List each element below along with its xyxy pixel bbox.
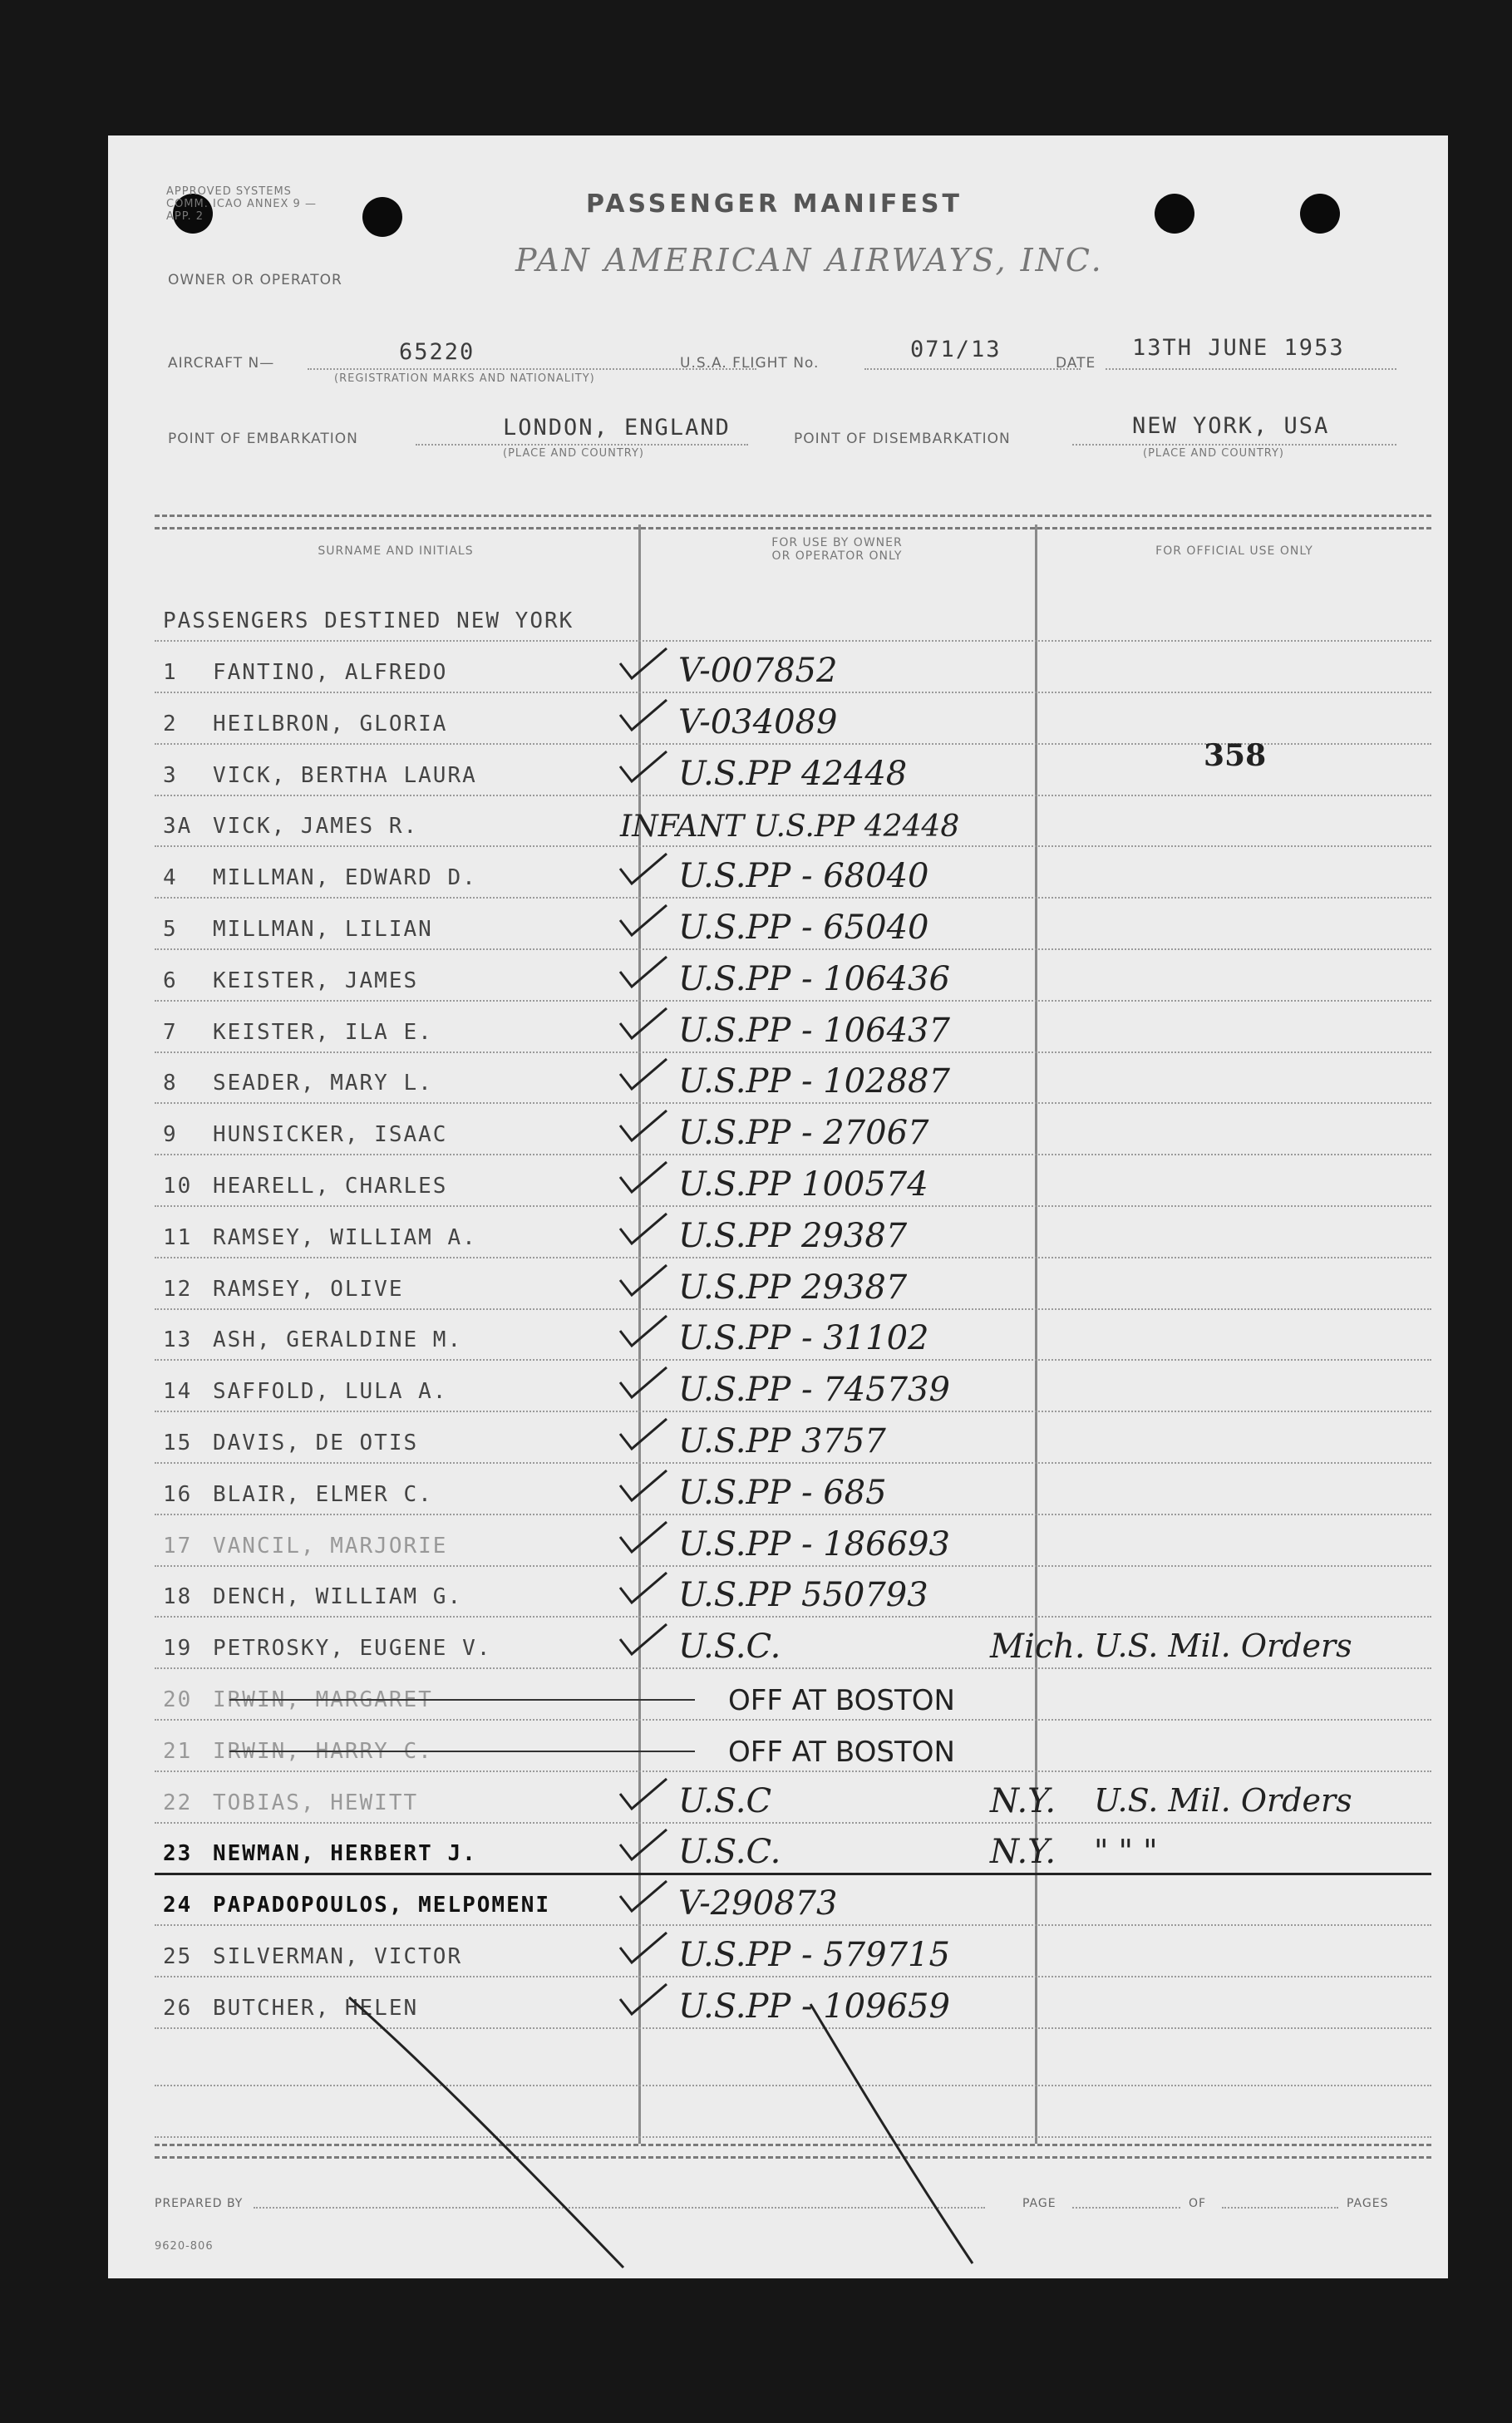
passenger-surname: RAMSEY, OLIVE [213, 1276, 404, 1302]
passenger-number: 23 [163, 1841, 193, 1867]
document-number: U.S.PP - 685 [678, 1473, 887, 1512]
passenger-surname: FANTINO, ALFREDO [213, 660, 448, 685]
document-number: U.S.PP - 31102 [678, 1319, 929, 1358]
document-number: U.S.PP - 102887 [678, 1062, 950, 1101]
document-number: U.S.PP - 106436 [678, 959, 950, 998]
passenger-number: 4 [163, 865, 178, 891]
passenger-number: 3 [163, 762, 178, 788]
passenger-surname: DENCH, WILLIAM G. [213, 1584, 463, 1610]
passenger-surname: SAFFOLD, LULA A. [213, 1379, 448, 1405]
official-note: " " " [1094, 1833, 1158, 1870]
document-number: U.S.PP - 27067 [678, 1114, 929, 1153]
owner-label: OWNER OR OPERATOR [168, 272, 342, 288]
document-number: U.S.PP - 745739 [678, 1371, 950, 1410]
passenger-number: 21 [163, 1738, 193, 1764]
document-number: U.S.PP - 109659 [678, 1987, 950, 2026]
document-number: V-290873 [678, 1884, 838, 1923]
passenger-number: 10 [163, 1174, 193, 1199]
document-number: U.S.PP - 106437 [678, 1011, 950, 1050]
passenger-number: 16 [163, 1481, 193, 1507]
disembark-note: (PLACE AND COUNTRY) [1143, 447, 1285, 460]
document-number: U.S.PP 3757 [678, 1422, 886, 1460]
passenger-surname: MILLMAN, LILIAN [213, 917, 433, 942]
date-label: DATE [1056, 355, 1096, 372]
passenger-surname: PETROSKY, EUGENE V. [213, 1636, 492, 1662]
document-state: N.Y. [990, 1833, 1056, 1872]
official-note: U.S. Mil. Orders [1094, 1628, 1352, 1665]
passenger-surname: SEADER, MARY L. [213, 1071, 433, 1096]
passenger-number: 17 [163, 1533, 193, 1559]
passenger-surname: HEARELL, CHARLES [213, 1174, 448, 1199]
document-number: INFANT U.S.PP 42448 [620, 810, 960, 845]
disembark-value: NEW YORK, USA [1132, 413, 1330, 439]
document-number: U.S.PP - 65040 [678, 909, 929, 947]
approval-note: APPROVED SYSTEMS COMM. ICAO ANNEX 9 — APP. 2 [166, 185, 317, 223]
aircraft-value: 65220 [399, 339, 475, 365]
form-code: 9620-806 [155, 2240, 214, 2253]
prepared-by-label: PREPARED BY [155, 2197, 244, 2210]
page-label: PAGE [1022, 2197, 1056, 2210]
disembark-label: POINT OF DISEMBARKATION [794, 431, 1011, 447]
passenger-number: 20 [163, 1687, 193, 1712]
passenger-surname: IRWIN, MARGARET [213, 1687, 433, 1712]
document-number: U.S.PP 100574 [678, 1165, 928, 1204]
passenger-number: 22 [163, 1790, 193, 1815]
document-number: U.S.PP - 579715 [678, 1936, 950, 1974]
document-number: U.S.PP - 186693 [678, 1524, 950, 1564]
registration-note: (REGISTRATION MARKS AND NATIONALITY) [334, 372, 595, 385]
passenger-number: 6 [163, 968, 178, 993]
passenger-surname: IRWIN, HARRY C. [213, 1738, 433, 1764]
passenger-number: 18 [163, 1584, 193, 1610]
passenger-number: 8 [163, 1071, 178, 1096]
pages-label: PAGES [1347, 2197, 1389, 2210]
passenger-number: 7 [163, 1019, 178, 1045]
passenger-surname: KEISTER, ILA E. [213, 1019, 433, 1045]
passenger-number: 15 [163, 1431, 193, 1455]
passenger-surname: RAMSEY, WILLIAM A. [213, 1224, 477, 1250]
passenger-surname: DAVIS, DE OTIS [213, 1431, 419, 1455]
document-number: OFF AT BOSTON [728, 1735, 955, 1769]
document-number: U.S.PP - 68040 [678, 857, 929, 896]
passenger-surname: BUTCHER, HELEN [213, 1995, 419, 2021]
passenger-number: 25 [163, 1944, 193, 1969]
embark-label: POINT OF EMBARKATION [168, 431, 358, 447]
passenger-number: 2 [163, 711, 178, 736]
passenger-surname: HEILBRON, GLORIA [213, 711, 448, 736]
passenger-number: 13 [163, 1327, 193, 1353]
document-number: U.S.C. [678, 1628, 781, 1667]
passenger-surname: MILLMAN, EDWARD D. [213, 865, 477, 891]
passenger-surname: SILVERMAN, VICTOR [213, 1944, 463, 1969]
passenger-surname: KEISTER, JAMES [213, 968, 419, 993]
of-label: OF [1189, 2197, 1207, 2210]
col-header-official: FOR OFFICIAL USE ONLY [1155, 544, 1313, 558]
passenger-surname: BLAIR, ELMER C. [213, 1481, 433, 1507]
passenger-surname: VANCIL, MARJORIE [213, 1533, 448, 1559]
form-title: PASSENGER MANIFEST [586, 190, 963, 219]
passenger-number: 12 [163, 1276, 193, 1302]
passenger-surname: ASH, GERALDINE M. [213, 1327, 463, 1353]
destination-header: PASSENGERS DESTINED NEW YORK [163, 608, 574, 633]
pen-strokes [108, 135, 1448, 2278]
passenger-surname: NEWMAN, HERBERT J. [213, 1841, 477, 1867]
passenger-number: 5 [163, 917, 178, 942]
passenger-number: 9 [163, 1122, 178, 1148]
document-number: U.S.PP 29387 [678, 1268, 908, 1307]
passenger-number: 1 [163, 660, 178, 685]
passenger-surname: VICK, JAMES R. [213, 814, 419, 840]
document-number: V-034089 [678, 702, 838, 741]
document-number: U.S.C [678, 1781, 772, 1820]
embark-note: (PLACE AND COUNTRY) [503, 447, 645, 460]
date-value: 13TH JUNE 1953 [1132, 335, 1345, 361]
document-number: U.S.PP 42448 [678, 754, 908, 793]
passenger-number: 19 [163, 1636, 193, 1662]
document-number: U.S.PP 550793 [678, 1576, 928, 1615]
document-number: U.S.PP 29387 [678, 1216, 908, 1255]
document-state: Mich. [990, 1628, 1086, 1667]
passenger-surname: TOBIAS, HEWITT [213, 1790, 419, 1815]
aircraft-label: AIRCRAFT N— [168, 355, 275, 372]
col-header-owner-2: OR OPERATOR ONLY [771, 549, 903, 563]
col-header-owner-1: FOR USE BY OWNER [771, 536, 903, 549]
flight-label: U.S.A. FLIGHT No. [680, 355, 820, 372]
passenger-number: 3A [163, 814, 193, 840]
embark-value: LONDON, ENGLAND [503, 415, 731, 441]
stamp-number: 358 [1204, 738, 1267, 773]
official-note: U.S. Mil. Orders [1094, 1781, 1352, 1819]
passenger-number: 26 [163, 1995, 193, 2021]
passenger-surname: PAPADOPOULOS, MELPOMENI [213, 1893, 551, 1918]
operator-name: PAN AMERICAN AIRWAYS, INC. [515, 242, 1104, 278]
passenger-number: 14 [163, 1379, 193, 1405]
passenger-number: 11 [163, 1224, 193, 1250]
passenger-surname: HUNSICKER, ISAAC [213, 1122, 448, 1148]
flight-value: 071/13 [910, 337, 1002, 362]
col-header-surname: SURNAME AND INITIALS [318, 544, 474, 558]
document-state: N.Y. [990, 1781, 1056, 1820]
document-number: U.S.C. [678, 1833, 781, 1872]
document-number: OFF AT BOSTON [728, 1684, 955, 1717]
passenger-surname: VICK, BERTHA LAURA [213, 762, 477, 788]
document-number: V-007852 [678, 652, 838, 690]
manifest-page [108, 135, 1448, 2278]
passenger-number: 24 [163, 1893, 193, 1918]
